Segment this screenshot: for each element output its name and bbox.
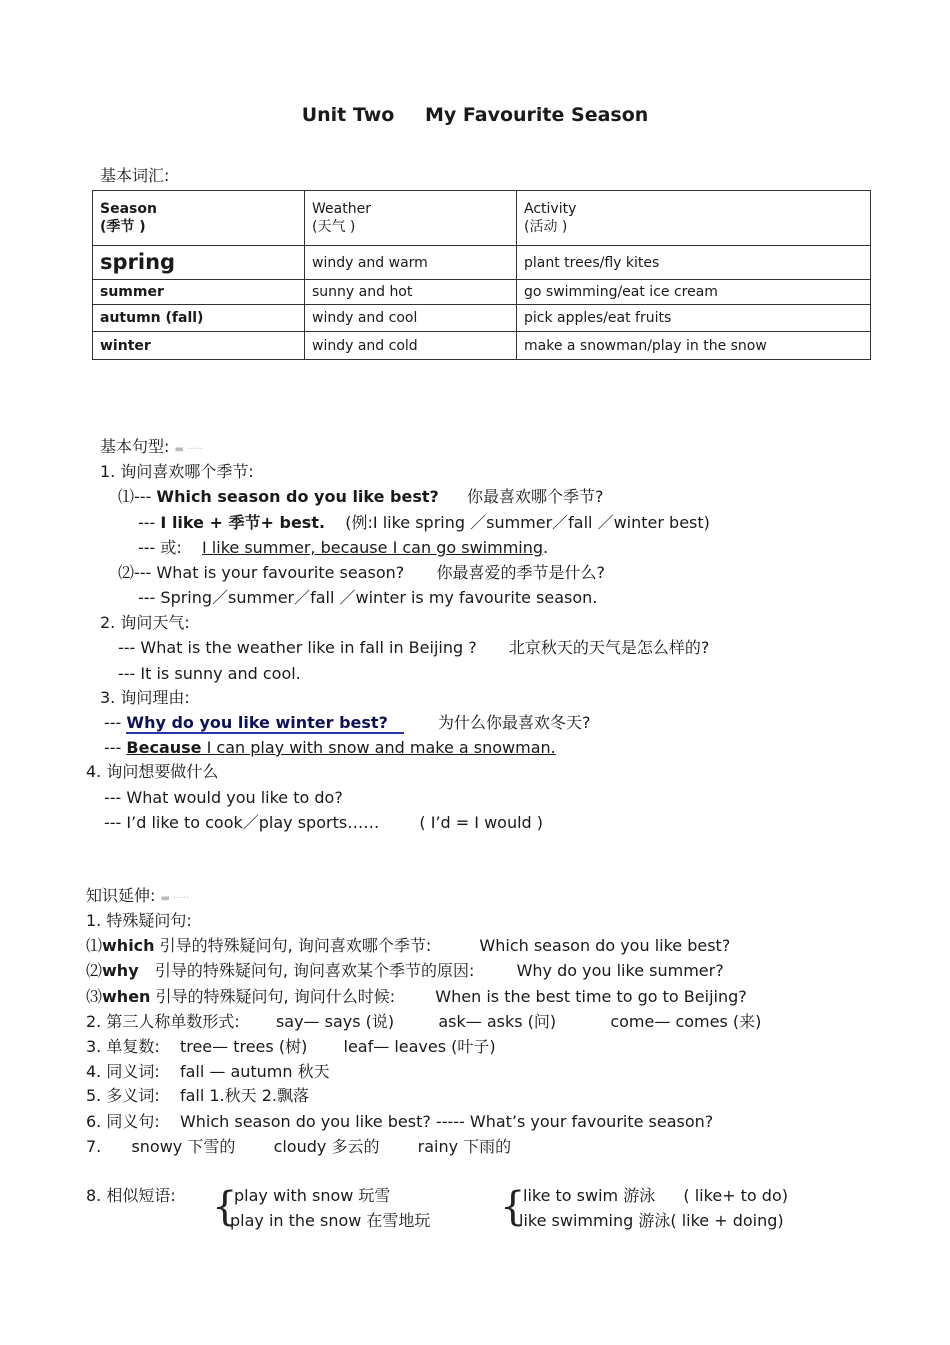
phrase-item: play in the snow 在雪地玩: [230, 1211, 431, 1230]
answer-line: --- It is sunny and cool.: [118, 664, 301, 683]
highlighted-question: Why do you like winter best?: [126, 713, 403, 734]
answer-line: --- Spring／summer／fall ／winter is my favourite season.: [138, 588, 598, 607]
section-4-title: 4. 询问想要做什么: [86, 762, 219, 781]
left-brace-icon: {: [500, 1184, 526, 1230]
activity-cell: pick apples/eat fruits: [517, 305, 871, 332]
list-item: 3. 单复数: tree— trees (树) leaf— leaves (叶子): [86, 1037, 496, 1056]
weather-cell: windy and cool: [305, 305, 517, 332]
season-cell: summer: [93, 280, 305, 305]
left-brace-icon: {: [212, 1184, 238, 1230]
faded-mark: ▬ ·····: [174, 444, 204, 455]
weather-cell: sunny and hot: [305, 280, 517, 305]
list-item: 7. snowy 下雪的 cloudy 多云的 rainy 下雨的: [86, 1137, 512, 1156]
knowledge-heading: 知识延伸: ▬ ·····: [86, 886, 190, 905]
sentences-heading: 基本句型: ▬ ·····: [100, 437, 204, 456]
answer-line: --- I’d like to cook／play sports…… ( I’d = I would ): [104, 813, 544, 832]
header-season: Season (季节 ): [93, 191, 305, 246]
k8-label: 8. 相似短语:: [86, 1186, 176, 1205]
activity-cell: plant trees/fly kites: [517, 246, 871, 280]
table-header-row: [93, 191, 871, 246]
list-item: ⑶when 引导的特殊疑问句, 询问什么时候: When is the best time to go to Beijing?: [86, 987, 747, 1006]
underlined-answer: Because I can play with snow and make a snowman.: [126, 738, 556, 757]
answer-line: --- Because I can play with snow and make a snowman.: [104, 738, 556, 757]
season-cell: autumn (fall): [93, 305, 305, 332]
list-item: ⑵why 引导的特殊疑问句, 询问喜欢某个季节的原因: Why do you like summer?: [86, 961, 724, 980]
list-item: ⑴which 引导的特殊疑问句, 询问喜欢哪个季节: Which season do you like best?: [86, 936, 731, 955]
section-3-title: 3. 询问理由:: [100, 688, 190, 707]
vocab-heading: 基本词汇:: [100, 166, 170, 185]
list-item: 4. 同义词: fall — autumn 秋天: [86, 1062, 330, 1081]
section-2-title: 2. 询问天气:: [100, 613, 190, 632]
question-line: ⑵--- What is your favourite season? 你最喜爱的季节是什么?: [118, 563, 605, 582]
vocab-table: [92, 190, 871, 360]
header-activity: Activity (活动 ): [517, 191, 871, 246]
answer-line: --- I like + 季节+ best. (例:I like spring ／summer／fall ／winter best): [138, 513, 710, 532]
section-1-title: 1. 询问喜欢哪个季节:: [100, 462, 254, 481]
phrase-item: play with snow 玩雪: [234, 1186, 391, 1205]
table-row: [93, 280, 871, 305]
activity-cell: make a snowman/play in the snow: [517, 332, 871, 360]
list-item: 5. 多义词: fall 1.秋天 2.飘落: [86, 1086, 309, 1105]
list-item: 6. 同义句: Which season do you like best? ----- What’s your favourite season?: [86, 1112, 714, 1131]
question-line: --- Why do you like winter best? 为什么你最喜欢冬天?: [104, 713, 591, 732]
weather-cell: windy and warm: [305, 246, 517, 280]
phrase-item: like to swim 游泳 ( like+ to do): [523, 1186, 788, 1205]
season-cell: spring: [93, 246, 305, 280]
activity-cell: go swimming/eat ice cream: [517, 280, 871, 305]
header-weather: Weather (天气 ): [305, 191, 517, 246]
weather-cell: windy and cold: [305, 332, 517, 360]
question-line: --- What is the weather like in fall in Beijing ? 北京秋天的天气是怎么样的?: [118, 638, 710, 657]
page-title: [0, 106, 950, 125]
season-cell: winter: [93, 332, 305, 360]
list-item: 2. 第三人称单数形式: say— says (说) ask— asks (问) come— comes (来): [86, 1012, 762, 1031]
answer-line: --- 或: I like summer, because I can go swimming.: [138, 538, 549, 557]
question-line: --- What would you like to do?: [104, 788, 343, 807]
table-row: [93, 332, 871, 360]
question-line: ⑴--- Which season do you like best? 你最喜欢哪个季节?: [118, 487, 604, 506]
k1-title: 1. 特殊疑问句:: [86, 911, 192, 930]
unit-name: My Favourite Season: [424, 104, 649, 126]
faded-mark: ▬ ·····: [160, 893, 190, 904]
phrase-item: like swimming 游泳( like + doing): [519, 1211, 784, 1230]
unit-label: Unit Two: [301, 104, 395, 126]
table-row: [93, 246, 871, 280]
table-row: [93, 305, 871, 332]
